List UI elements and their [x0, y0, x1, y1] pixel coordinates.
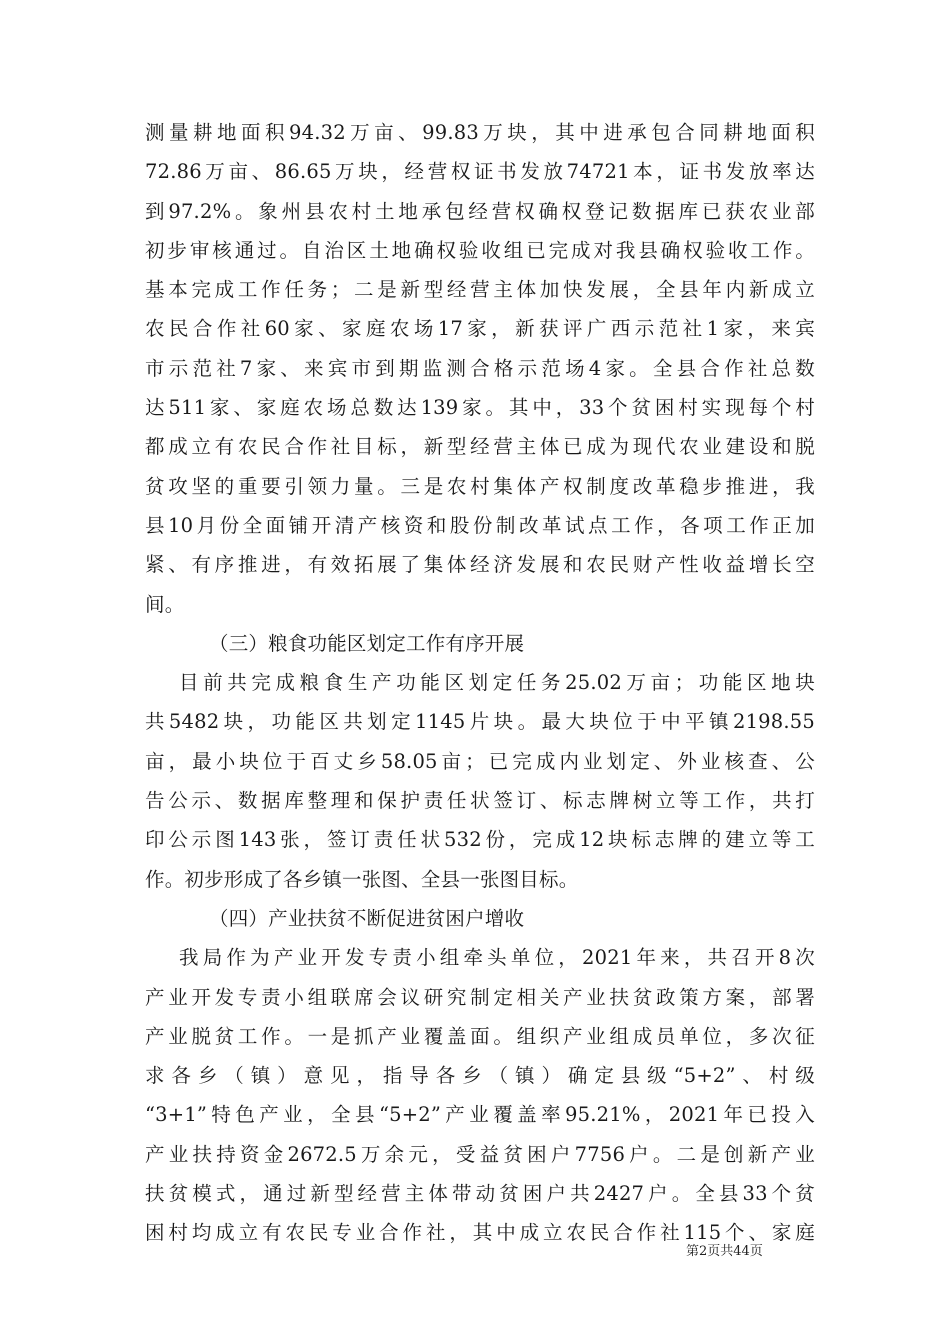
text-line: 间。	[145, 592, 185, 616]
text-line: 产业脱贫工作。一是抓产业覆盖面。组织产业组成员单位，多次征	[145, 1024, 815, 1048]
text-line: “3+1”特色产业，全县“5+2”产业覆盖率95.21%，2021年已投入	[145, 1103, 815, 1127]
text-line: 产业开发专责小组联席会议研究制定相关产业扶贫政策方案，部署	[145, 985, 815, 1009]
text-line: 作。初步形成了各乡镇一张图、全县一张图目标。	[145, 867, 579, 891]
text-line: 亩，最小块位于百丈乡58.05亩；已完成内业划定、外业核查、公	[145, 749, 815, 773]
text-line: 印公示图143张，签订责任状532份，完成12块标志牌的建立等工	[145, 828, 815, 852]
text-line: 紧、有序推进，有效拓展了集体经济发展和农民财产性收益增长空	[145, 553, 815, 577]
section-heading: （四）产业扶贫不断促进贫困户增收	[209, 906, 525, 930]
text-line: 农民合作社60家、家庭农场17家，新获评广西示范社1家，来宾	[145, 317, 815, 341]
text-line: 告公示、数据库整理和保护责任状签订、标志牌树立等工作，共打	[145, 789, 815, 813]
text-line: 市示范社7家、来宾市到期监测合格示范场4家。全县合作社总数	[145, 356, 815, 380]
text-line: 目前共完成粮食生产功能区划定任务25.02万亩；功能区地块	[179, 671, 815, 695]
text-line: 县10月份全面铺开清产核资和股份制改革试点工作，各项工作正加	[145, 513, 815, 537]
text-line: 达511家、家庭农场总数达139家。其中，33个贫困村实现每个村	[145, 396, 815, 420]
document-body	[145, 113, 815, 1253]
text-line: 共5482块，功能区共划定1145片块。最大块位于中平镇2198.55	[145, 710, 815, 734]
text-line: 测量耕地面积94.32万亩、99.83万块，其中进承包合同耕地面积	[145, 121, 815, 144]
text-line: 贫攻坚的重要引领力量。三是农村集体产权制度改革稳步推进，我	[145, 474, 815, 498]
text-line: 基本完成工作任务；二是新型经营主体加快发展，全县年内新成立	[145, 278, 815, 302]
text-line: 初步审核通过。自治区土地确权验收组已完成对我县确权验收工作。	[145, 238, 815, 262]
text-line: 到97.2%。象州县农村土地承包经营权确权登记数据库已获农业部	[145, 199, 815, 223]
text-line: 扶贫模式，通过新型经营主体带动贫困户共2427户。全县33个贫	[145, 1182, 815, 1206]
section-heading: （三）粮食功能区划定工作有序开展	[209, 631, 525, 655]
text-line: 困村均成立有农民专业合作社，其中成立农民合作社115个、家庭	[145, 1221, 815, 1245]
text-line: 我局作为产业开发专责小组牵头单位，2021年来，共召开8次	[179, 946, 815, 970]
text-line: 72.86万亩、86.65万块，经营权证书发放74721本，证书发放率达	[145, 160, 815, 184]
text-line: 都成立有农民合作社目标，新型经营主体已成为现代农业建设和脱	[145, 435, 815, 459]
text-line: 求各乡（镇）意见，指导各乡（镇）确定县级“5+2”、村级	[145, 1064, 815, 1088]
page-number: 第2页共44页	[686, 1244, 763, 1259]
text-line: 产业扶持资金2672.5万余元，受益贫困户7756户。二是创新产业	[145, 1142, 815, 1166]
